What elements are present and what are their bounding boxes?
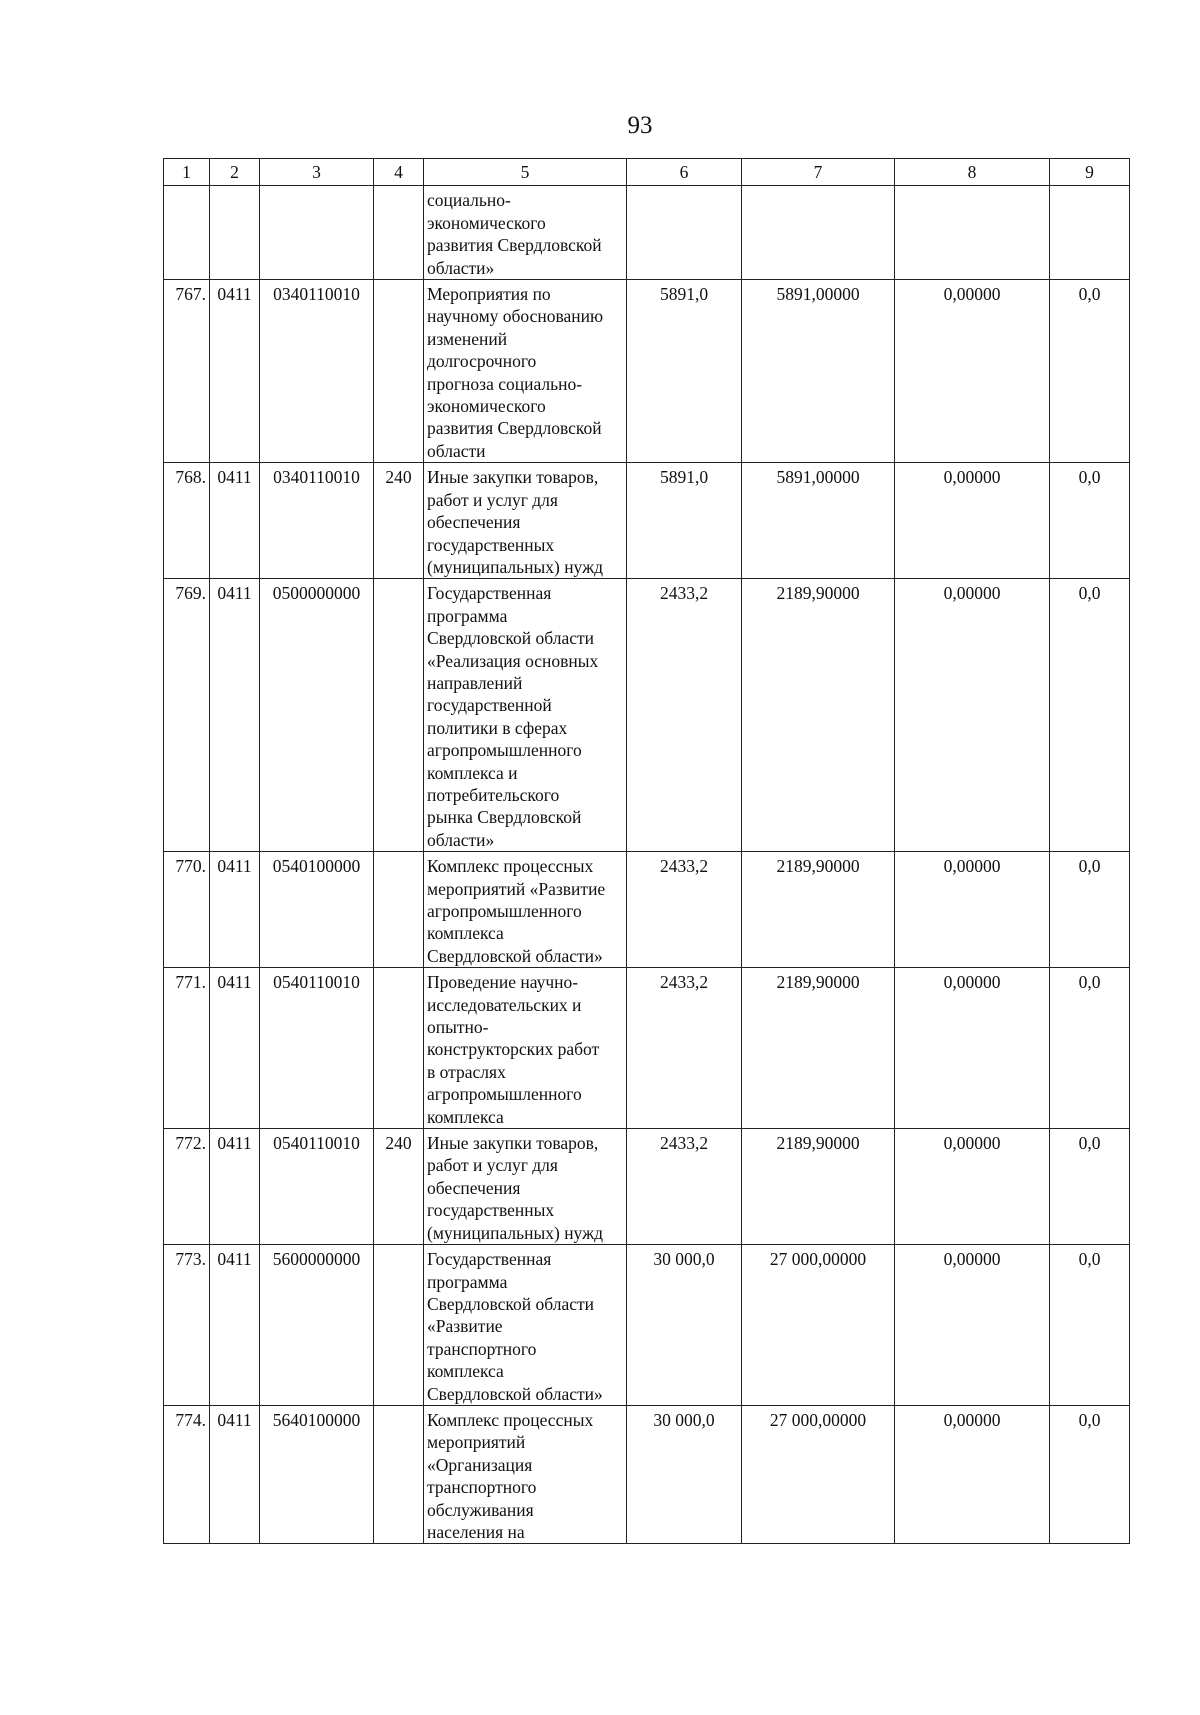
table-row [164,1405,1130,1543]
article-code-cell-text: 0340110010 [273,284,360,305]
article-code-cell-text: 0500000000 [272,583,361,604]
item-name-cell [424,1405,627,1543]
item-name-cell-text: Государственная программа Свердловской области «Реализация основных направлений государственной политики в сферах агропромышленного комплекса и потребительского рынка Свердловской области» [427,583,599,850]
value-col8-cell-text: 0,00000 [943,583,1001,604]
value-col9-cell-text: 0,0 [1078,1133,1101,1154]
item-name-cell-text: Проведение научно- исследовательских и опытно- конструкторских работ в отраслях агропромышленного комплекса [427,972,600,1127]
item-name-cell [424,463,627,579]
section-code-cell [210,1129,260,1245]
section-code-cell-text: 0411 [217,583,252,604]
value-col9-cell [1050,1405,1130,1543]
value-col9-cell-text: 0,0 [1078,467,1101,488]
row-number-cell [164,579,210,852]
article-code-cell-text: 5600000000 [272,1249,361,1270]
value-col8-cell-text: 0,00000 [943,284,1001,305]
value-col7-cell [742,280,895,463]
value-col6-cell-text: 30 000,0 [653,1409,715,1430]
value-col8-cell-text: 0,00000 [943,972,1001,993]
expense-type-cell [374,852,424,968]
value-col8-cell [895,463,1050,579]
value-col6-cell [627,852,742,968]
value-col7-cell [742,1245,895,1406]
section-code-cell [210,968,260,1129]
value-col8-cell [895,1129,1050,1245]
column-header: 3 [260,159,374,186]
section-code-cell [210,1405,260,1543]
value-col8-cell [895,852,1050,968]
value-col6-cell [627,968,742,1129]
budget-table [163,158,1130,1544]
section-code-cell [210,579,260,852]
value-col7-cell [742,852,895,968]
value-col9-cell-text: 0,0 [1078,583,1101,604]
row-number-cell-text: 767. [175,284,206,305]
value-col9-cell [1050,1245,1130,1406]
section-code-cell-text: 0411 [217,856,252,877]
row-number-cell-text: 771. [175,972,206,993]
expense-type-cell [374,280,424,463]
value-col7-cell [742,1129,895,1245]
table-row [164,579,1130,852]
value-col7-cell-text: 27 000,00000 [769,1249,867,1270]
value-col8-cell [895,280,1050,463]
value-col7-cell-text: 2189,90000 [776,972,860,993]
table-row [164,1245,1130,1406]
value-col7-cell [742,463,895,579]
expense-type-cell [374,186,424,280]
expense-type-cell [374,1405,424,1543]
value-col6-cell [627,1245,742,1406]
article-code-cell [260,1129,374,1245]
item-name-cell [424,579,627,852]
section-code-cell [210,852,260,968]
value-col9-cell [1050,463,1130,579]
table-row [164,186,1130,280]
article-code-cell-text: 5640100000 [272,1409,361,1430]
article-code-cell [260,463,374,579]
section-code-cell-text: 0411 [217,1133,252,1154]
column-header: 1 [164,159,210,186]
value-col6-cell [627,463,742,579]
value-col9-cell-text: 0,0 [1078,284,1101,305]
section-code-cell-text: 0411 [217,972,252,993]
value-col7-cell-text: 2189,90000 [776,1133,860,1154]
row-number-cell-text: 770. [175,856,206,877]
value-col6-cell [627,579,742,852]
value-col8-cell [895,1245,1050,1406]
article-code-cell-text: 0340110010 [273,467,360,488]
article-code-cell-text: 0540110010 [273,972,360,993]
row-number-cell [164,1245,210,1406]
row-number-cell [164,852,210,968]
article-code-cell-text: 0540110010 [273,1133,360,1154]
item-name-cell [424,280,627,463]
section-code-cell [210,463,260,579]
value-col8-cell [895,968,1050,1129]
expense-type-cell [374,968,424,1129]
row-number-cell-text: 774. [175,1409,206,1430]
table-row [164,1129,1130,1245]
article-code-cell [260,1405,374,1543]
value-col9-cell [1050,1129,1130,1245]
value-col8-cell-text: 0,00000 [943,1133,1001,1154]
article-code-cell [260,579,374,852]
value-col9-cell [1050,579,1130,852]
value-col8-cell [895,186,1050,280]
value-col8-cell [895,579,1050,852]
item-name-cell-text: социально- экономического развития Свердловской области» [427,190,602,278]
value-col8-cell [895,1405,1050,1543]
value-col7-cell [742,968,895,1129]
row-number-cell [164,186,210,280]
item-name-cell [424,968,627,1129]
article-code-cell [260,280,374,463]
row-number-cell [164,463,210,579]
column-header: 5 [424,159,627,186]
value-col9-cell-text: 0,0 [1078,856,1101,877]
item-name-cell [424,852,627,968]
expense-type-cell [374,1129,424,1245]
value-col8-cell-text: 0,00000 [943,856,1001,877]
value-col8-cell-text: 0,00000 [943,1409,1001,1430]
section-code-cell [210,280,260,463]
section-code-cell-text: 0411 [217,284,252,305]
value-col7-cell [742,1405,895,1543]
value-col6-cell-text: 2433,2 [659,583,709,604]
value-col9-cell [1050,186,1130,280]
table-row [164,280,1130,463]
table-row [164,968,1130,1129]
row-number-cell-text: 768. [175,467,206,488]
column-header: 6 [627,159,742,186]
table-body [164,186,1130,1544]
value-col7-cell [742,186,895,280]
column-header: 2 [210,159,260,186]
row-number-cell [164,968,210,1129]
item-name-cell-text: Государственная программа Свердловской области «Развитие транспортного комплекса Свердловской области» [427,1249,603,1404]
row-number-cell-text: 773. [175,1249,206,1270]
section-code-cell-text: 0411 [217,1409,252,1430]
value-col6-cell [627,186,742,280]
item-name-cell [424,186,627,280]
value-col6-cell-text: 2433,2 [659,856,709,877]
value-col9-cell-text: 0,0 [1078,1249,1101,1270]
section-code-cell-text: 0411 [217,467,252,488]
table-row [164,463,1130,579]
value-col9-cell [1050,968,1130,1129]
article-code-cell-text: 0540100000 [272,856,361,877]
value-col8-cell-text: 0,00000 [943,467,1001,488]
value-col7-cell-text: 2189,90000 [776,856,860,877]
column-header: 9 [1050,159,1130,186]
item-name-cell-text: Комплекс процессных мероприятий «Развитие агропромышленного комплекса Свердловской области» [427,856,606,966]
row-number-cell [164,280,210,463]
value-col9-cell [1050,280,1130,463]
article-code-cell [260,186,374,280]
article-code-cell [260,1245,374,1406]
expense-type-cell [374,1245,424,1406]
column-header: 7 [742,159,895,186]
expense-type-cell-text: 240 [385,467,412,488]
row-number-cell-text: 769. [175,583,206,604]
item-name-cell-text: Комплекс процессных мероприятий «Организация транспортного обслуживания населения на [427,1409,594,1542]
value-col6-cell [627,1405,742,1543]
column-header: 8 [895,159,1050,186]
table-header-row [164,159,1130,186]
value-col9-cell [1050,852,1130,968]
value-col6-cell-text: 5891,0 [659,284,709,305]
value-col7-cell-text: 5891,00000 [776,467,860,488]
article-code-cell [260,968,374,1129]
item-name-cell-text: Иные закупки товаров, работ и услуг для обеспечения государственных (муниципальных) нужд [427,467,604,577]
value-col6-cell-text: 30 000,0 [653,1249,715,1270]
value-col6-cell [627,280,742,463]
row-number-cell [164,1129,210,1245]
row-number-cell [164,1405,210,1543]
value-col8-cell-text: 0,00000 [943,1249,1001,1270]
expense-type-cell [374,463,424,579]
article-code-cell [260,852,374,968]
item-name-cell [424,1245,627,1406]
value-col7-cell-text: 5891,00000 [776,284,860,305]
item-name-cell-text: Мероприятия по научному обоснованию изменений долгосрочного прогноза социально- экономического развития Свердловской области [427,284,604,461]
item-name-cell [424,1129,627,1245]
section-code-cell [210,186,260,280]
table-row [164,852,1130,968]
value-col6-cell-text: 5891,0 [659,467,709,488]
value-col9-cell-text: 0,0 [1078,972,1101,993]
expense-type-cell-text: 240 [385,1133,412,1154]
section-code-cell [210,1245,260,1406]
value-col6-cell-text: 2433,2 [659,972,709,993]
value-col9-cell-text: 0,0 [1078,1409,1101,1430]
section-code-cell-text: 0411 [217,1249,252,1270]
column-header: 4 [374,159,424,186]
value-col7-cell-text: 27 000,00000 [769,1409,867,1430]
value-col6-cell [627,1129,742,1245]
expense-type-cell [374,579,424,852]
row-number-cell-text: 772. [175,1133,206,1154]
value-col7-cell-text: 2189,90000 [776,583,860,604]
value-col7-cell [742,579,895,852]
page-number: 93 [627,112,653,139]
value-col6-cell-text: 2433,2 [659,1133,709,1154]
item-name-cell-text: Иные закупки товаров, работ и услуг для обеспечения государственных (муниципальных) нужд [427,1133,604,1243]
